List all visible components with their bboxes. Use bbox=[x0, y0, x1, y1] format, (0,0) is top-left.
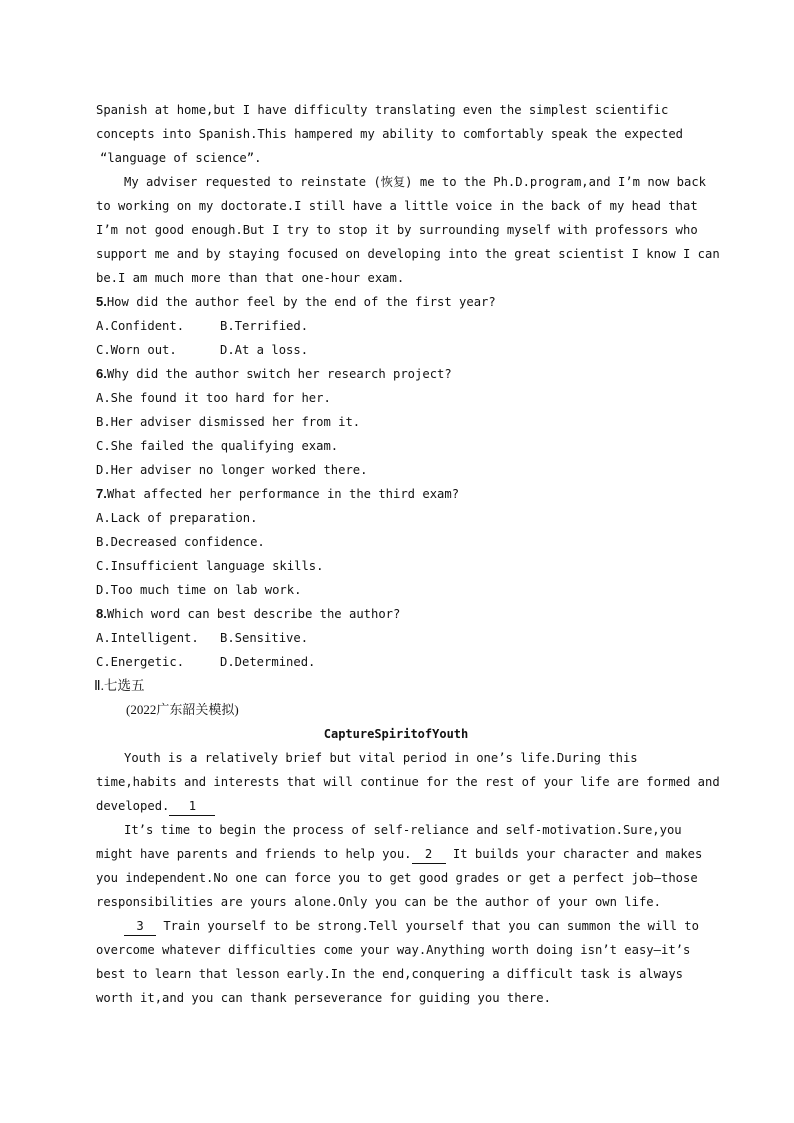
question-5 bbox=[96, 290, 696, 314]
option-a[interactable]: A.She found it too hard for her. bbox=[96, 391, 331, 405]
option-row bbox=[96, 626, 696, 650]
passage-line: overcome whatever difficulties come your way.Anything worth doing isn’t easy—it’s bbox=[96, 943, 691, 957]
blank-3[interactable]: 3 bbox=[124, 918, 156, 936]
option-a[interactable]: A.Intelligent. bbox=[96, 631, 199, 645]
option-row bbox=[96, 338, 696, 362]
passage-line: support me and by staying focused on developing into the great scientist I know I can bbox=[96, 247, 720, 261]
passage-text: Train yourself to be strong.Tell yourself that you can summon the will to bbox=[163, 919, 699, 933]
passage-line: to working on my doctorate.I still have a little voice in the back of my head that bbox=[96, 199, 698, 213]
question-text: What affected her performance in the third exam? bbox=[106, 487, 460, 501]
passage-title: CaptureSpiritofYouth bbox=[323, 727, 469, 741]
passage-line: best to learn that lesson early.In the end,conquering a difficult task is always bbox=[96, 967, 683, 981]
option-c[interactable]: C.Energetic. bbox=[96, 655, 185, 669]
question-7 bbox=[96, 482, 696, 506]
option-b[interactable]: B.Sensitive. bbox=[220, 631, 309, 645]
passage-text: might have parents and friends to help you. bbox=[96, 847, 412, 861]
question-number: 6. bbox=[96, 366, 107, 381]
option-b[interactable]: B.Decreased confidence. bbox=[96, 535, 265, 549]
option-d[interactable]: D.Determined. bbox=[220, 655, 316, 669]
blank-1[interactable]: 1 bbox=[169, 798, 215, 816]
option-c[interactable]: C.She failed the qualifying exam. bbox=[96, 439, 339, 453]
question-number: 5. bbox=[96, 294, 107, 309]
question-8 bbox=[96, 602, 696, 626]
passage-line: “language of science”. bbox=[100, 151, 262, 165]
option-a[interactable]: A.Lack of preparation. bbox=[96, 511, 258, 525]
option-b[interactable]: B.Terrified. bbox=[220, 319, 309, 333]
passage-line: Youth is a relatively brief but vital period in one’s life.During this bbox=[124, 751, 638, 765]
section-heading: Ⅱ.七选五 bbox=[94, 678, 145, 693]
document-page bbox=[94, 98, 720, 1010]
blank-2[interactable]: 2 bbox=[412, 846, 446, 864]
option-d[interactable]: D.Too much time on lab work. bbox=[96, 583, 302, 597]
question-number: 8. bbox=[96, 606, 107, 621]
question-number: 7. bbox=[96, 486, 107, 501]
passage-line: be.I am much more than that one-hour exam. bbox=[96, 271, 405, 285]
question-6 bbox=[96, 362, 696, 386]
passage-text: developed. bbox=[96, 799, 170, 813]
passage-line: concepts into Spanish.This hampered my ability to comfortably speak the expected bbox=[96, 127, 683, 141]
passage-line: I’m not good enough.But I try to stop it by surrounding myself with professors who bbox=[96, 223, 698, 237]
question-text: How did the author feel by the end of the first year? bbox=[106, 295, 496, 309]
passage-line bbox=[96, 914, 699, 938]
question-text: Why did the author switch her research project? bbox=[106, 367, 452, 381]
option-c[interactable]: C.Insufficient language skills. bbox=[96, 559, 324, 573]
option-c[interactable]: C.Worn out. bbox=[96, 343, 177, 357]
passage-line: worth it,and you can thank perseverance for guiding you there. bbox=[96, 991, 551, 1005]
question-text: Which word can best describe the author? bbox=[106, 607, 401, 621]
passage-line bbox=[96, 842, 703, 866]
passage-line: Spanish at home,but I have difficulty translating even the simplest scientific bbox=[96, 103, 669, 117]
passage-line: time,habits and interests that will continue for the rest of your life are formed and bbox=[96, 775, 720, 789]
passage-line: My adviser requested to reinstate (恢复) me to the Ph.D.program,and I’m now back bbox=[124, 175, 707, 189]
source-note: (2022广东韶关模拟) bbox=[126, 702, 239, 717]
passage-text: It builds your character and makes bbox=[452, 847, 703, 861]
option-d[interactable]: D.At a loss. bbox=[220, 343, 309, 357]
option-b[interactable]: B.Her adviser dismissed her from it. bbox=[96, 415, 361, 429]
passage-line: responsibilities are yours alone.Only you can be the author of your own life. bbox=[96, 895, 661, 909]
option-a[interactable]: A.Confident. bbox=[96, 319, 185, 333]
passage-line: you independent.No one can force you to get good grades or get a perfect job—those bbox=[96, 871, 698, 885]
option-row bbox=[96, 314, 696, 338]
option-d[interactable]: D.Her adviser no longer worked there. bbox=[96, 463, 368, 477]
passage-line: It’s time to begin the process of self-reliance and self-motivation.Sure,you bbox=[124, 823, 682, 837]
option-row bbox=[96, 650, 696, 674]
passage-line bbox=[96, 794, 696, 818]
